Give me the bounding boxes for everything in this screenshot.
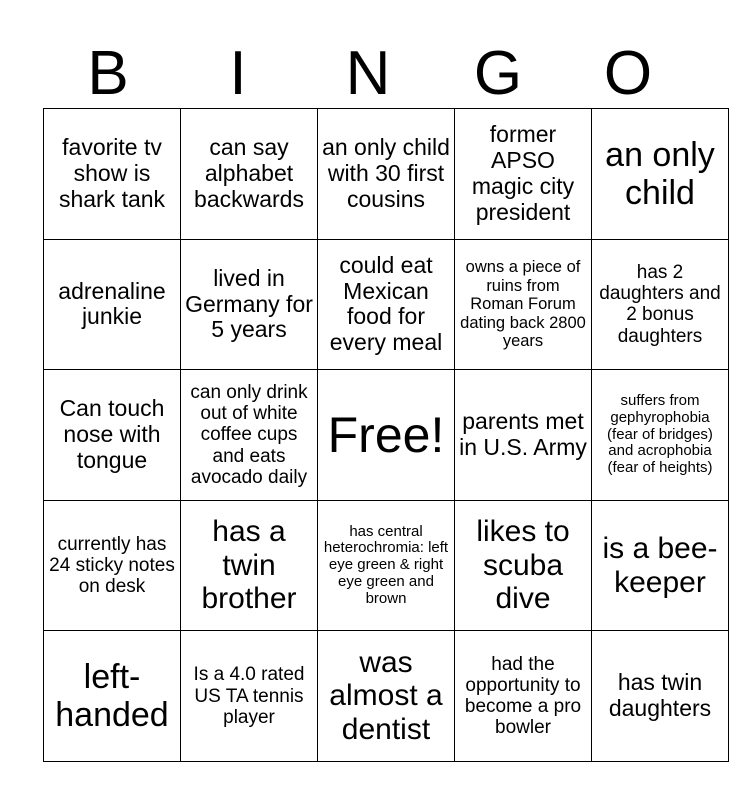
free-space[interactable] [318,370,455,501]
cell-text: an only child with 30 first cousins [322,134,450,212]
bingo-cell-n2[interactable] [318,239,455,370]
cell-text: has central heterochromia: left eye green & right eye green and brown [323,522,449,607]
cell-text: former APSO magic city president [471,121,575,225]
cell-text: had the opportunity to become a pro bowler [464,653,582,739]
cell-text: left-handed [55,658,169,735]
bingo-cell-g3[interactable] [455,370,592,501]
bingo-cell-b1[interactable] [44,109,181,240]
cell-text: Is a 4.0 rated US TA tennis player [193,664,305,728]
bingo-header [43,40,693,108]
cell-text: owns a piece of ruins from Roman Forum dating back 2800 years [460,258,586,351]
cell-text: adrenaline junkie [58,277,166,330]
bingo-cell-i4[interactable] [181,500,318,631]
cell-text: can only drink out of white coffee cups and eats avocado daily [190,381,308,488]
bingo-cell-g4[interactable] [455,500,592,631]
bingo-cell-n1[interactable] [318,109,455,240]
bingo-cell-b4[interactable] [44,500,181,631]
cell-text: favorite tv show is shark tank [58,134,166,212]
free-space-label: Free! [327,406,445,463]
header-letter-o: O [603,39,653,108]
bingo-cell-b5[interactable] [44,631,181,762]
header-letter-b: B [87,39,129,108]
cell-text: likes to scuba dive [476,515,570,616]
cell-text: has a twin brother [201,515,297,616]
board-row-4 [44,500,729,631]
bingo-cell-n4[interactable] [318,500,455,631]
cell-text: could eat Mexican food for every meal [329,251,443,356]
board-row-3 [44,370,729,501]
bingo-cell-g1[interactable] [455,109,592,240]
bingo-cell-o4[interactable] [592,500,729,631]
bingo-board [43,108,729,762]
bingo-cell-i3[interactable] [181,370,318,501]
bingo-cell-b3[interactable] [44,370,181,501]
bingo-cell-i1[interactable] [181,109,318,240]
bingo-cell-i5[interactable] [181,631,318,762]
bingo-cell-n5[interactable] [318,631,455,762]
board-row-1 [44,109,729,240]
bingo-cell-o3[interactable] [592,370,729,501]
bingo-cell-g2[interactable] [455,239,592,370]
cell-text: is a bee-keeper [602,531,718,599]
bingo-cell-i2[interactable] [181,239,318,370]
cell-text: parents met in U.S. Army [459,408,587,460]
bingo-cell-g5[interactable] [455,631,592,762]
cell-text: was almost a dentist [329,645,443,746]
cell-text: lived in Germany for 5 years [185,264,313,343]
board-row-5 [44,631,729,762]
header-letter-n: N [345,39,391,108]
bingo-cell-o5[interactable] [592,631,729,762]
bingo-cell-b2[interactable] [44,239,181,370]
cell-text: can say alphabet backwards [194,134,304,212]
bingo-cell-o1[interactable] [592,109,729,240]
cell-text: suffers from gephyrophobia (fear of bridges) and acrophobia (fear of heights) [607,391,713,477]
cell-text: currently has 24 sticky notes on desk [49,533,175,598]
header-letter-g: G [473,39,523,108]
cell-text: Can touch nose with tongue [59,395,165,473]
cell-text: an only child [605,135,715,212]
cell-text: has twin daughters [608,669,712,722]
header-letter-i: I [229,39,247,108]
board-row-2 [44,239,729,370]
bingo-cell-o2[interactable] [592,239,729,370]
cell-text: has 2 daughters and 2 bonus daughters [599,261,721,347]
